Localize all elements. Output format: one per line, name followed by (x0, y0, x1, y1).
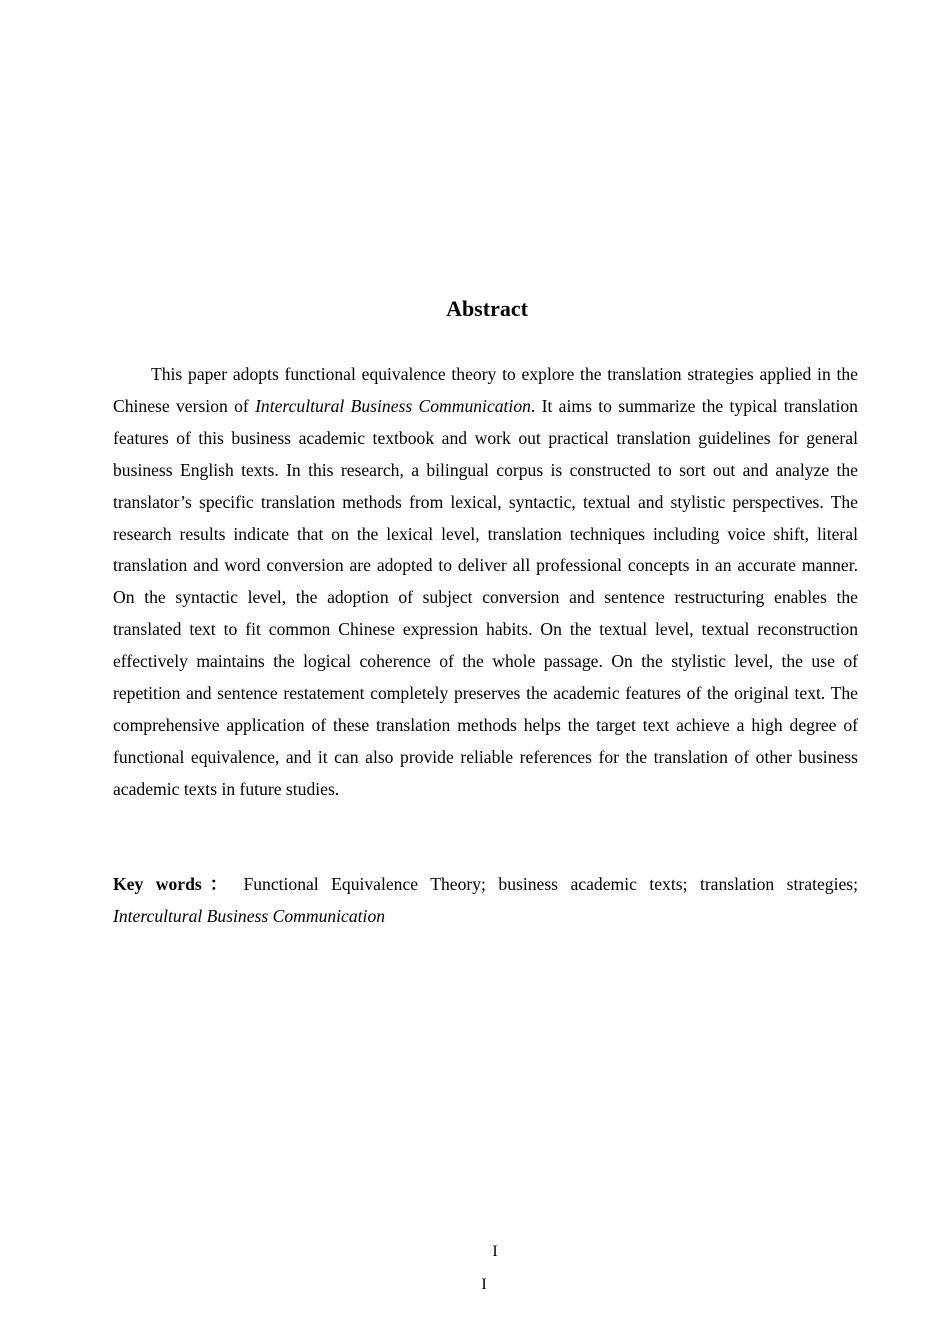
book-title-italic: Intercultural Business Communication (255, 395, 531, 416)
abstract-title: Abstract (446, 296, 528, 321)
abstract-text-part-2: . It aims to summarize the typical translation features of this business academic textbook and work out practical translation guidelines for general business English texts. In this research, a bilingual corpus is constructed to sort out and analyze the translator’s specific translation methods from lexical, syntactic, textual and stylistic perspectives. The research results indicate that on the lexical level, translation techniques including voice shift, literal translation and word conversion are adopted to deliver all professional concepts in an accurate manner. On the syntactic level, the adoption of subject conversion and sentence restructuring enables the translated text to fit common Chinese expression habits. On the textual level, textual reconstruction effectively maintains the logical coherence of the whole passage. On the stylistic level, the use of repetition and sentence restatement completely preserves the academic features of the original text. The comprehensive application of these translation methods helps the target text achieve a high degree of functional equivalence, and it can also provide reliable references for the translation of other business academic texts in future studies. (113, 395, 858, 799)
abstract-text-part-1: This paper adopts functional equivalence theory to explore the translation strategies applied in the Chinese version of (113, 364, 858, 416)
keywords-label: Key words (113, 874, 202, 894)
keywords-separator: ： (201, 874, 236, 894)
keywords-line (113, 869, 858, 933)
keywords-italic-item: Intercultural Business Communication (113, 905, 386, 926)
page-number: I (492, 1243, 498, 1260)
page-number-secondary: I (481, 1276, 487, 1293)
keywords-items: Functional Equivalence Theory; business academic texts; translation strategies; (243, 874, 858, 894)
abstract-paragraph (113, 359, 858, 806)
